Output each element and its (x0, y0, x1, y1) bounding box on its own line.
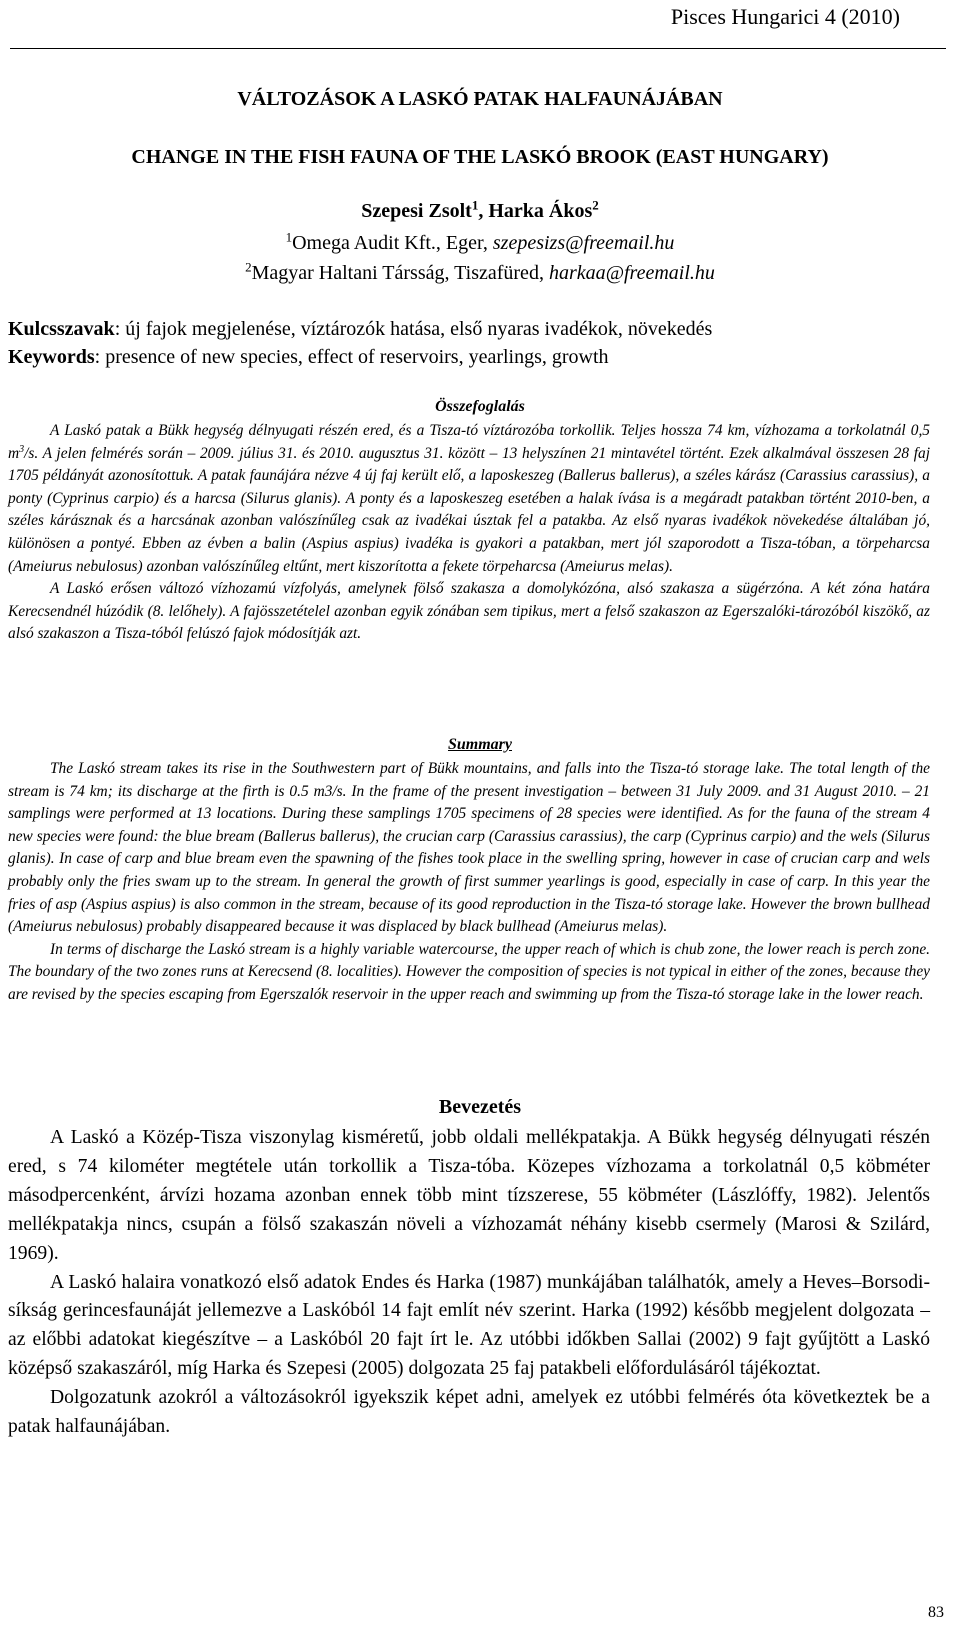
keywords-english (8, 346, 940, 369)
abstract-hungarian (8, 420, 930, 646)
introduction-paragraph-2: A Laskó halaira vonatkozó első adatok Endes és Harka (1987) munkájában találhatók, amely a Heves–Borsodi-síkság gerincesfaunáját jellemezve a Laskóból 14 fajt említ név szerint. Harka (1992) később megjelent dolgozata – az előbbi adatokat kiegészítve – a Laskóból 20 fajt írt le. Az utóbbi időkben Sallai (2002) 9 fajt gyűjtött a Laskó középső szakaszáról, míg Harka és Szepesi (2005) dolgozata 25 faj patakbeli előfordulásáról tájékoztat. (8, 1271, 930, 1380)
running-head: Pisces Hungarici 4 (2010) (670, 4, 900, 29)
keywords-hungarian-text: : új fajok megjelenése, víztározók hatása, első nyaras ivadékok, növekedés (114, 318, 713, 340)
abstract-english-paragraph-1: The Laskó stream takes its rise in the Southwestern part of Bükk mountains, and falls into the Tisza-tó storage lake. The total length of the stream is 74 km; its discharge at the firth is 0.5 m3/s. In the frame of the present investigation – between 31 July 2009. and 31 August 2010. – 21 samplings were performed at 13 locations. During these samplings 1705 specimens of 28 species were identified. As for the fauna of the stream 4 new species were found: the blue bream (Ballerus ballerus), the crucian carp (Carassius carassius), the carp (Cyprinus carpio) and the wels (Silurus glanis). In case of carp and blue bream even the spawning of the fishes took place in the swelling spring, however in case of crucian carp and wels probably only the fries swam up to the stream. In general the growth of first summer yearlings is good, especially in case of carp. In this year the fries of asp (Aspius aspius) is also common in the stream, because of its good reproduction in the Tisza-tó storage lake. However the brown bullhead (Ameiurus nebulosus) probably disappeared because it was displaced by black bullhead (Ameiurus melas). (8, 760, 930, 936)
affiliation-2-email[interactable]: harkaa@freemail.hu (548, 262, 715, 284)
affiliation-2-text: Magyar Haltani Társság, Tiszafüred, (251, 262, 549, 284)
keywords-english-label: Keywords (8, 346, 95, 368)
author-2-name: Harka Ákos (488, 200, 593, 222)
affiliation-1-sup: 1 (285, 229, 293, 245)
introduction-body (8, 1124, 930, 1442)
affiliation-1-email[interactable]: szepesizs@freemail.hu (492, 232, 675, 254)
abstract-hungarian-p1-sup: 3 (19, 443, 25, 455)
affiliation-1-text: Omega Audit Kft., Eger, (292, 232, 493, 254)
author-line (0, 197, 960, 223)
keywords-hungarian-label: Kulcsszavak (8, 318, 115, 340)
author-separator: , (478, 200, 489, 222)
introduction-heading: Bevezetés (438, 1096, 522, 1118)
affiliation-1 (0, 229, 960, 255)
abstract-english (8, 758, 930, 1007)
keywords-hungarian (8, 318, 940, 341)
affiliation-2-sup: 2 (245, 259, 252, 275)
abstract-hungarian-p1-text: A Laskó patak a Bükk hegység délnyugati részén ered, és a Tisza-tó víztározóba torkollik. Teljes hossza 74 km, vízhozama a torkolatnál 0,5 m (8, 422, 930, 462)
abstract-hungarian-paragraph-2: A Laskó erősen változó vízhozamú vízfolyás, amelynek fölső szakasza a domolykózóna, alsó szakasza a sügérzóna. A két zóna határa Kerecsendnél húzódik (8. lelőhely). A fajösszetételel azonban egyik zónában sem tipikus, mert a felső szakaszon az Egerszalóki-tározóból kiszökő, az alsó szakaszon a Tisza-tóból felúszó fajok módosítják azt. (8, 580, 930, 643)
title-english: CHANGE IN THE FISH FAUNA OF THE LASKÓ BROOK (EAST HUNGARY) (131, 146, 829, 168)
introduction-paragraph-1: A Laskó a Közép-Tisza viszonylag kisméretű, jobb oldali mellékpatakja. A Bükk hegység délnyugati részén ered, s 74 kilométer megtétele után torkollik a Tisza-tóba. Közepes vízhozama a torkolatnál 0,5 köbméter másodpercenként, árvízi hozama azonban ennek több mint tízszerese, 55 köbméter (Lászlóffy, 1982). Jelentős mellékpatakja nincs, csupán a fölső szakaszán növeli a vízhozamát néhány kisebb csermely (Marosi & Szilárd, 1969). (8, 1127, 930, 1264)
author-1-sup: 1 (471, 197, 479, 213)
abstract-hungarian-paragraph-1 (8, 420, 930, 578)
introduction-paragraph-3: Dolgozatunk azokról a változásokról igyekszik képet adni, amelyek ez utóbbi felmérés óta következtek be a patak halfaunájában. (8, 1387, 930, 1438)
author-1-name: Szepesi Zsolt (361, 200, 472, 222)
page-number: 83 (928, 1604, 944, 1621)
title-hungarian: VÁLTOZÁSOK A LASKÓ PATAK HALFAUNÁJÁBAN (237, 88, 723, 110)
abstract-hungarian-heading: Összefoglalás (435, 398, 525, 415)
author-2-sup: 2 (592, 197, 599, 213)
keywords-english-text: : presence of new species, effect of reservoirs, yearlings, growth (94, 346, 609, 368)
header-rule (10, 48, 946, 49)
abstract-hungarian-p1-text-cont: /s. A jelen felmérés során – 2009. július 31. és 2010. augusztus 31. között – 13 helyszínen 21 mintavétel történt. Ezek alkalmával összesen 28 faj 1705 példányát azonosítottuk. A patak faunájára nézve 4 új faj került elő, a laposkeszeg (Ballerus ballerus), a széles kárász (Carassius carassius), a ponty (Cyprinus carpio) és a harcsa (Silurus glanis). A ponty és a laposkeszeg esetében a halak ívása is a megáradt patakban történt 2010-ben, a széles kárásznak és a harcsának azonban valószínűleg csak az ivadékai úsztak fel a patakba. Az első nyaras ivadékok növekedése általában jó, különösen a pontyé. Ebben az évben a balin (Aspius aspius) ivadéka is gyakori a patakban, mert jól szaporodott a Tisza-tóban, a törpeharcsa (Ameiurus nebulosus) azonban valószínűleg eltűnt, mert kiszorította a fekete törpeharcsa (Ameiurus melas). (8, 444, 930, 575)
abstract-english-paragraph-2: In terms of discharge the Laskó stream is a highly variable watercourse, the upper reach of which is chub zone, the lower reach is perch zone. The boundary of the two zones runs at Kerecsend (8. localities). However the composition of species is not typical in either of the zones, because they are revised by the species escaping from Egerszalók reservoir in the upper reach and swimming up from the Tisza-tó storage lake in the lower reach. (8, 940, 930, 1003)
affiliation-2 (0, 259, 960, 285)
abstract-english-heading: Summary (447, 736, 512, 753)
